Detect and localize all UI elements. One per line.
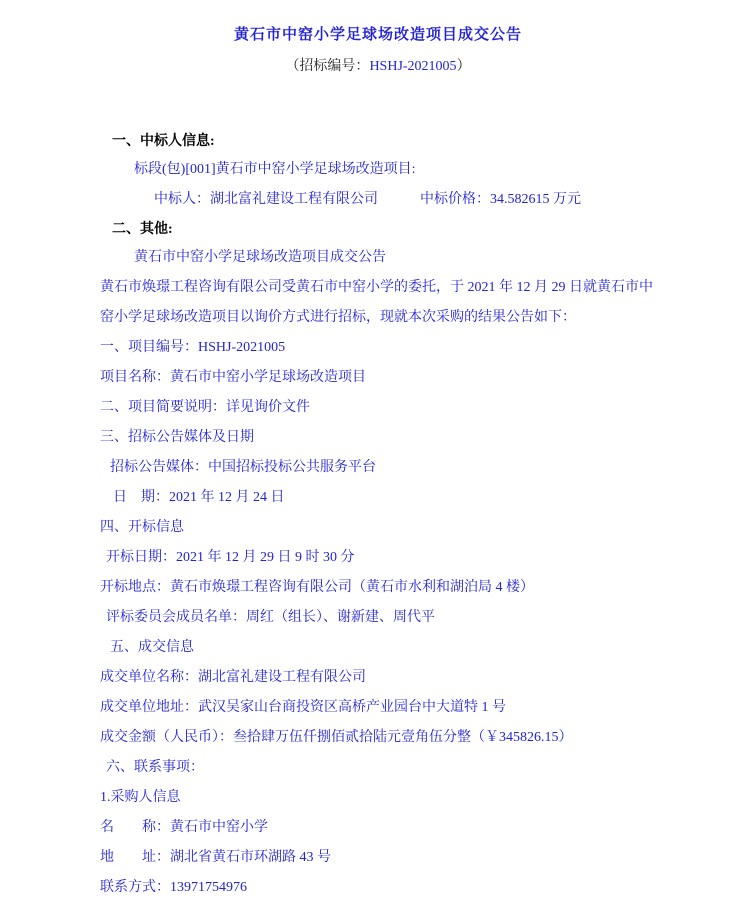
winner-price-line [100, 192, 656, 208]
project-number-line: 一、项目编号：HSHJ-2021005 [100, 340, 286, 355]
bid-opening-place-line: 开标地点：黄石市焕璟工程咨询有限公司（黄石市水利和湖泊局 4 楼） [100, 580, 534, 595]
tender-number-code: HSHJ-2021005 [369, 59, 457, 74]
bid-opening-section-line: 四、开标信息 [100, 520, 184, 535]
purchaser-address-line: 地 址：湖北省黄石市环湖路 43 号 [100, 850, 331, 865]
intro-paragraph-line-2: 窑小学足球场改造项目以询价方式进行招标，现就本次采购的结果公告如下： [100, 310, 576, 325]
section-heading-winner-info: 一、中标人信息: [112, 134, 215, 149]
award-section-line: 五、成交信息 [110, 640, 194, 655]
purchaser-name-line: 名 称：黄石市中窑小学 [100, 820, 268, 835]
award-company-line: 成交单位名称：湖北富礼建设工程有限公司 [100, 670, 366, 685]
project-brief-line: 二、项目简要说明：详见询价文件 [100, 400, 310, 415]
evaluation-committee-line: 评标委员会成员名单：周红（组长）、谢新建、周代平 [106, 610, 435, 625]
contact-section-line: 六、联系事项： [106, 760, 204, 775]
media-date-line: 日 期：2021 年 12 月 24 日 [113, 490, 285, 505]
tender-number-prefix: （招标编号： [285, 59, 370, 74]
package-line: 标段(包)[001]黄石市中窑小学足球场改造项目: [134, 162, 416, 177]
purchaser-phone-line: 联系方式：13971754976 [100, 880, 247, 895]
tender-number-suffix: ） [456, 59, 471, 74]
page-title: 黄石市中窑小学足球场改造项目成交公告 [233, 27, 522, 43]
award-address-line: 成交单位地址：武汉吴家山台商投资区高桥产业园台中大道特 1 号 [100, 700, 506, 715]
media-name-line: 招标公告媒体：中国招标投标公共服务平台 [110, 460, 376, 475]
media-section-line: 三、招标公告媒体及日期 [100, 430, 254, 445]
winner-price: 中标价格：34.582615 万元 [420, 192, 581, 207]
award-amount-line: 成交金额（人民币）：叁拾肆万伍仟捌佰贰拾陆元壹角伍分整（￥345826.15） [100, 730, 573, 745]
winner-name: 中标人：湖北富礼建设工程有限公司 [154, 192, 378, 207]
tender-number-line [100, 58, 656, 76]
bid-opening-date-line: 开标日期：2021 年 12 月 29 日 9 时 30 分 [106, 550, 355, 565]
section-heading-other: 二、其他: [112, 222, 173, 237]
announcement-title-line: 黄石市中窑小学足球场改造项目成交公告 [134, 250, 386, 265]
purchaser-info-line: 1.采购人信息 [100, 790, 181, 805]
project-name-line: 项目名称：黄石市中窑小学足球场改造项目 [100, 370, 366, 385]
intro-paragraph-line-1: 黄石市焕璟工程咨询有限公司受黄石市中窑小学的委托，于 2021 年 12 月 29 日就黄石市中 [100, 280, 653, 295]
